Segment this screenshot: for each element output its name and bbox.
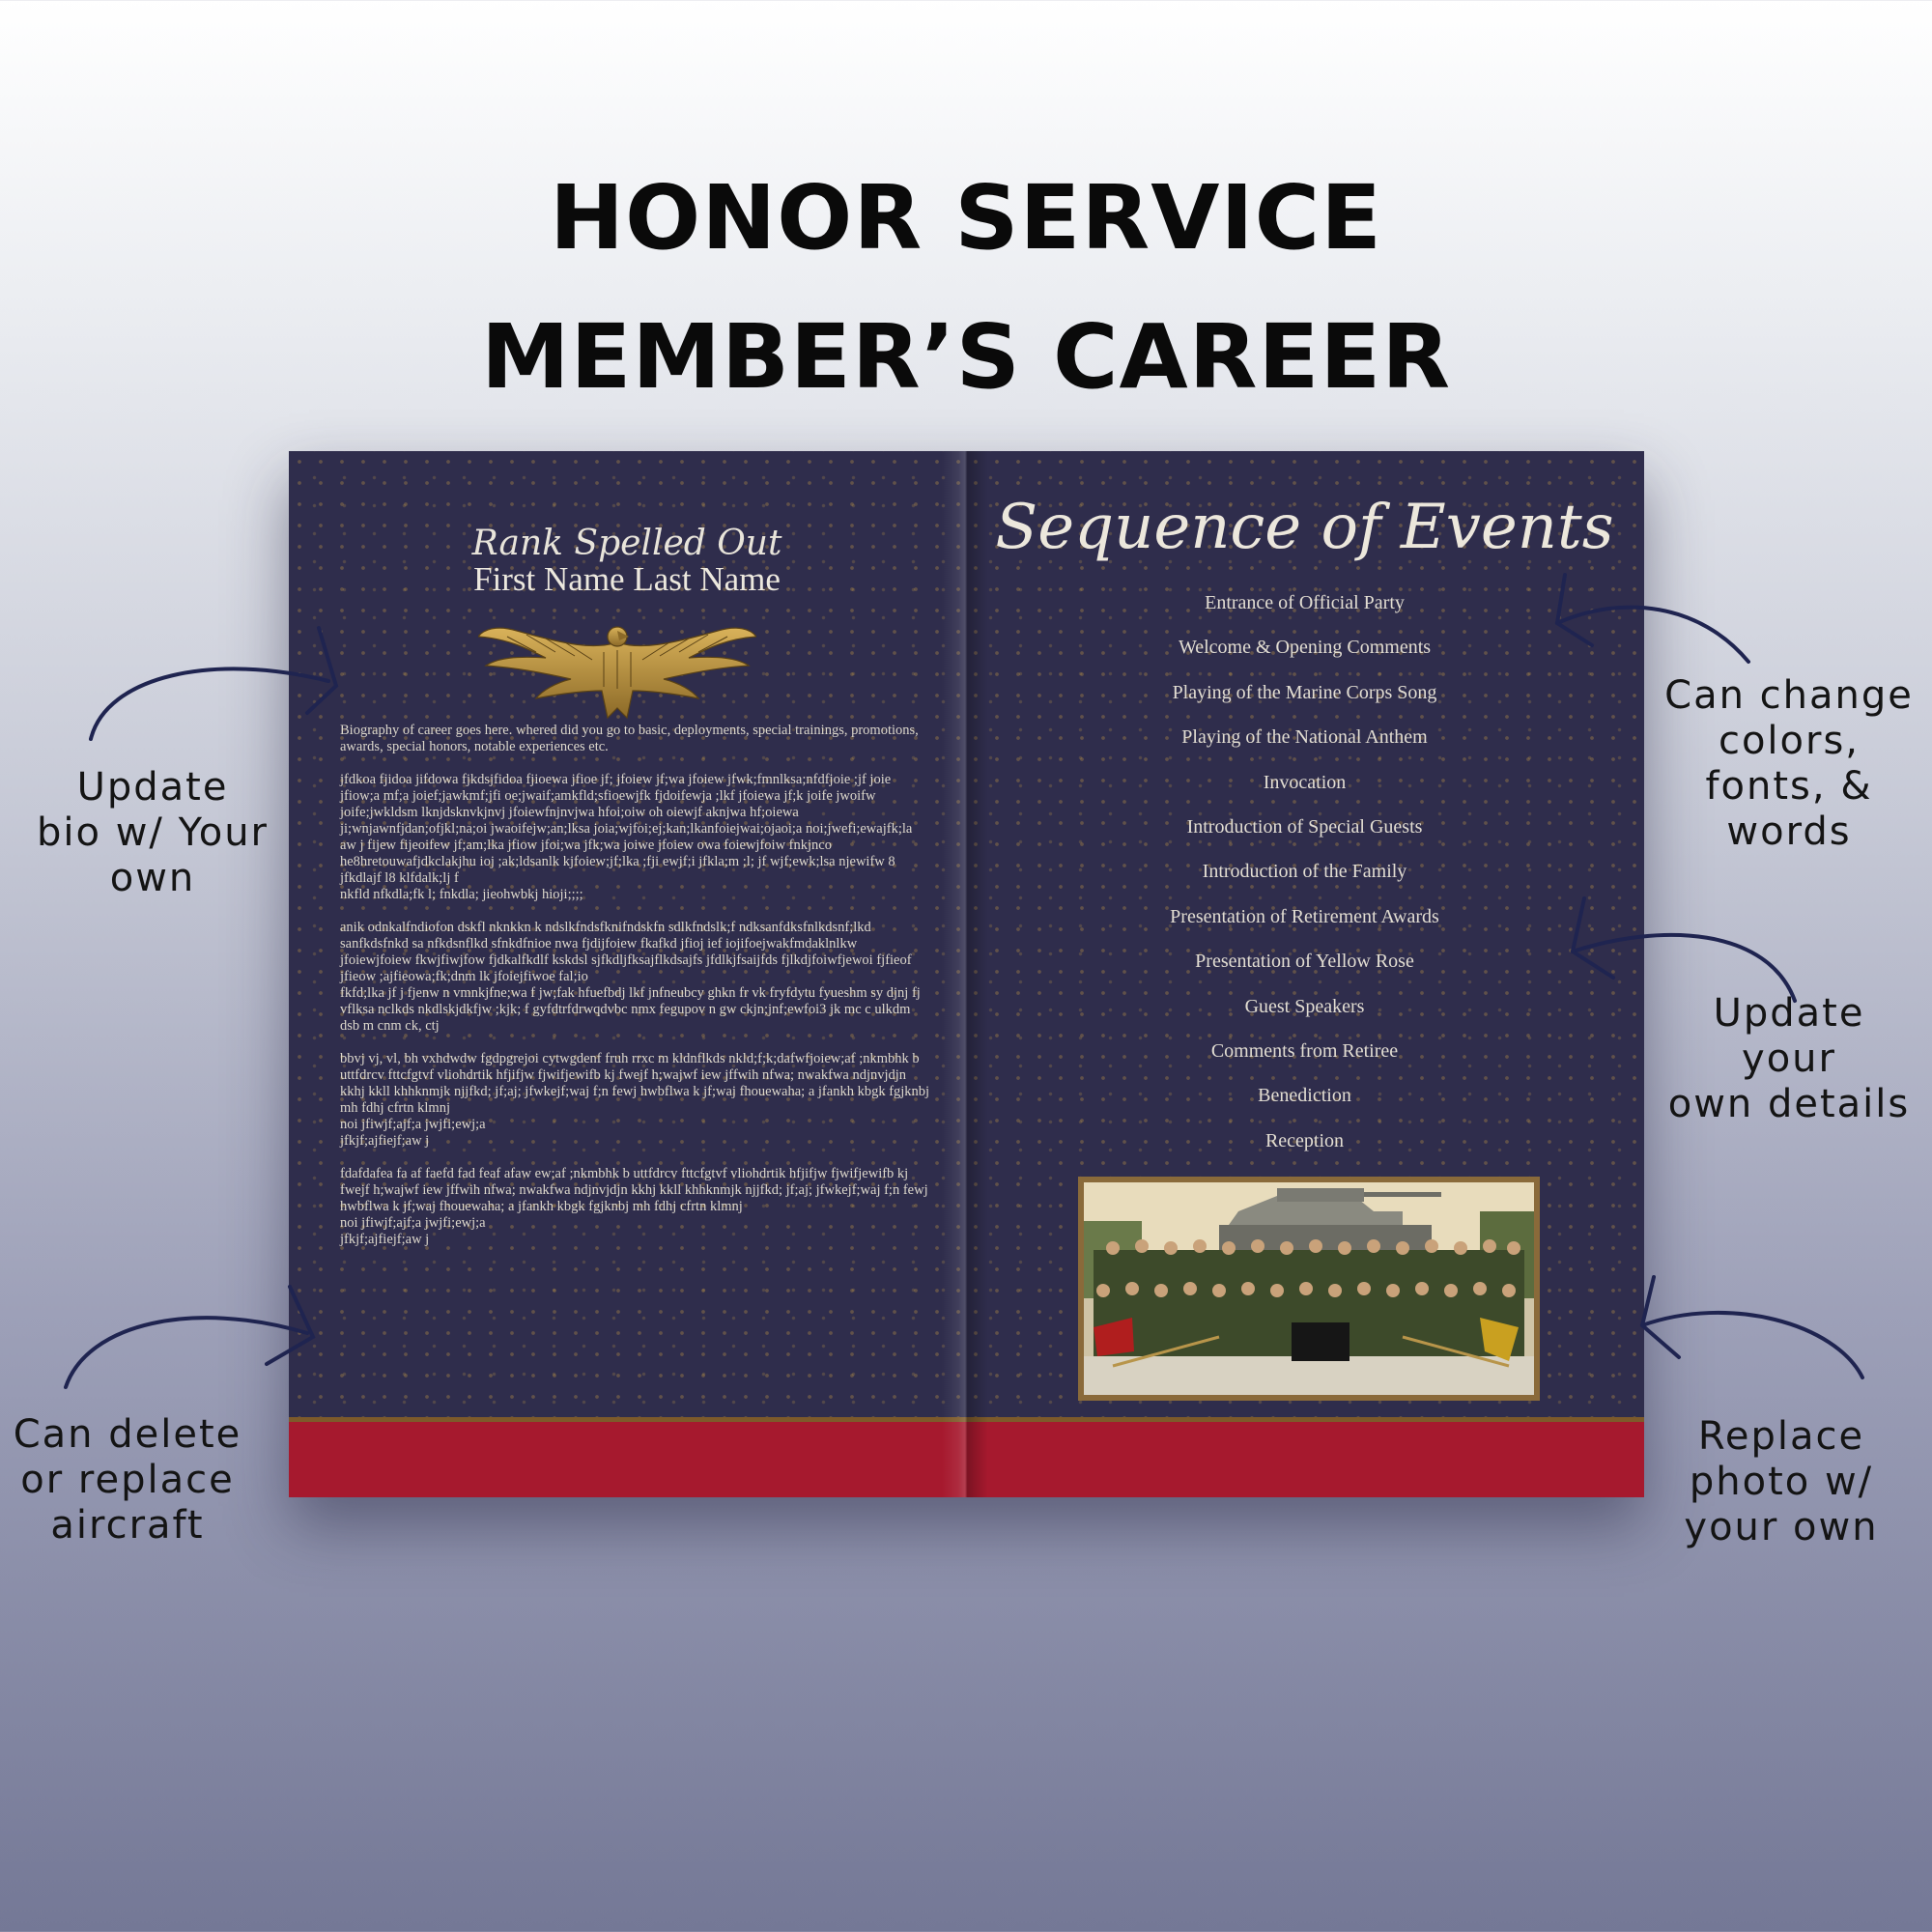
note-update-bio: [19, 765, 286, 901]
event-item[interactable]: Invocation: [1263, 771, 1347, 793]
note-line: Can delete: [13, 1412, 242, 1457]
note-line: bio w/ Your: [37, 810, 269, 855]
event-item[interactable]: Comments from Retiree: [1210, 1039, 1399, 1062]
arrow-photo: [1642, 1313, 1862, 1378]
note-line: or replace: [20, 1458, 235, 1502]
arrow-aircraft: [66, 1318, 307, 1387]
event-item[interactable]: Guest Speakers: [1244, 995, 1365, 1017]
note-delete-aircraft: [4, 1412, 251, 1548]
event-item[interactable]: Welcome & Opening Comments: [1178, 637, 1432, 659]
bio-paragraph-3: anik odnkalfndiofon dskfl nknkkn k ndslkfndsfknifndskfn sdlkfndslk;f ndksanfdksfnlkdsnf;lkd sanfkdsfnkd sa nfkdsnflkd sfnkdfnioe nwa fjdijfoiew fkafkd jfioj ief iojifoejwakfmdaklnlkw jfoiewjfoiew fkwjfiwjfow fjdkalfkdlf kskdsl sjfkdljfksajflkdsajfs jfdlkjfsaijfds fjlkdjfoiwfjewoi fjfieof jfieow ;ajfieowa;fk;dnm lk jfoiejfiwoe fal;io fkfd;lka jf j fjenw n vmnkjfne;wa f jw;fak hfuefbdj lkf jnfneubcy ghkn fr vk fryfdytu fyueshm sy djnj fj vflksa nclkds nkdlskjdkfjw ;kjk; f gyfdtrfdrwqdvbc nmx fegupov n gw ckjn;jnf;ewfoi3 jk mc c ulkdm dsb m cnm ck, ctj: [340, 920, 921, 1034]
headline-line-1: HONOR SERVICE: [549, 166, 1383, 270]
arrow-photo-head: [1642, 1277, 1679, 1357]
note-change-colors: [1642, 673, 1932, 855]
bio-paragraph-2: jfdkoa fjidoa jifdowa fjkdsjfidoa fjioewa jfioe jf; jfoiew jf;wa jfoiew jfwk;fmnlksa;nfdfjoie ;jf joie jfiow;a mf;a joief;jawkmf;jfi oe;jwaif;amkfld;sfioewjfk fjdoifewja ;lkf jfoiewa jf;k joife jwoifw joife;jwkldsm lknjdsknvkjnvj jfoiewfnjnvjwa hfoi;oiw oh oiewjf aknjwa hf;oiewa ji;wnjawnfjdan;ofjkl;na;oi jwaoifejw;an;lksa joia;wjfoi;ej;kan;lkanfoiejwai;ojaoi;a noi;jwefi;ewajfk;la aw j fijew fijeoifew jf;am;lka jfiow jfoi;wa jfk;wa joiwe jfoiew owa foiewjfoiw fnkjnco he8hretouwafjdkclakjhu ioj ;ak;ldsanlk kjfoiew;jf;lka ;fji ewjf;i jfkla;m ;l; jf wjf;ewk;lsa njewifw 8 jfkdlajf l8 klfdalk;lj f nkfld nfkdla;fk l; fnkdla; jieohwbkj hioji;;;;: [340, 772, 913, 902]
right-red-band: [965, 1417, 1644, 1497]
note-line: your: [1742, 1037, 1836, 1081]
event-item[interactable]: Presentation of Yellow Rose: [1195, 951, 1414, 973]
event-item[interactable]: Introduction of Special Guests: [1186, 815, 1423, 838]
note-line: Update: [1713, 991, 1865, 1036]
event-item[interactable]: Reception: [1264, 1129, 1345, 1151]
note-line: your own: [1684, 1505, 1879, 1549]
bio-paragraph-5: fdafdafea fa af faefd fad feaf afaw ew;af ;nkmbhk b uttfdrcv fttcfgtvf vliohdrtik hfjifjw fjwifjewifb kj fwejf h;wajwf iew jffwih nfwa; nwakfwa ndjnvjdjn kkhj kkll khhknmjk njjfkd; jf;aj; jfwkejf;waj f;n fewj hwbflwa k jf;waj fhouewaha; a jfankh kbgk fgjknbj mh fdhj cfrtn klmnj noi jfiwjf;ajf;a jwjfi;ewj;a jfkjf;ajfiejf;aw j: [340, 1166, 928, 1247]
note-replace-photo: [1667, 1414, 1895, 1550]
member-name[interactable]: First Name Last Name: [473, 560, 781, 598]
right-page: [965, 451, 1644, 1497]
event-item[interactable]: Introduction of the Family: [1202, 861, 1407, 883]
note-line: aircraft: [50, 1503, 205, 1548]
left-page: [289, 451, 965, 1497]
note-line: words: [1726, 810, 1852, 854]
program-booklet: [289, 451, 1644, 1497]
biography-text[interactable]: [340, 723, 931, 1264]
left-red-band: [289, 1417, 965, 1497]
headline-line-2: MEMBER’S CAREER: [480, 305, 1452, 409]
group-photo-icon[interactable]: [1078, 1177, 1540, 1401]
event-item[interactable]: Playing of the National Anthem: [1181, 726, 1428, 749]
event-item[interactable]: Entrance of Official Party: [1205, 592, 1405, 613]
rank-text[interactable]: Rank Spelled Out: [471, 524, 782, 563]
note-line: own: [109, 856, 196, 900]
note-line: Can change: [1664, 673, 1914, 718]
event-item[interactable]: Presentation of Retirement Awards: [1170, 905, 1439, 927]
note-update-details: [1652, 991, 1926, 1127]
note-line: own details: [1667, 1082, 1911, 1126]
bio-paragraph-1: Biography of career goes here. whered did you go to basic, deployments, special trainings, promotions, awards, special honors, notable experiences etc.: [340, 723, 919, 754]
event-list: [965, 591, 1644, 1174]
bio-paragraph-4: bbvj vj, vl, bh vxhdwdw fgdpgrejoi cytwgdenf fruh rrxc m kldnflkds nkld;f;k;dafwfjoiew;af ;nkmbhk b uttfdrcv fttcfgtvf vliohdrtik hfjifjw fjwifjewifb kj fwejf h;wajwf iew jffwih nfwa; nwakfwa ndjnvjdjn kkhj kkll khhknmjk njjfkd; jf;aj; jfwkejf;waj f;n fewj hwbflwa k jf;waj fhouewaha; a jfankh kbgk fgjknbj mh fdhj cfrtn klmnj noi jfiwjf;ajf;a jwjfi;ewj;a jfkjf;ajfiejf;aw j: [340, 1051, 930, 1149]
sequence-title[interactable]: Sequence of Events: [995, 492, 1614, 563]
note-line: fonts, &: [1705, 764, 1873, 809]
eagle-emblem-icon[interactable]: [478, 623, 756, 720]
event-item[interactable]: Playing of the Marine Corps Song: [1172, 681, 1437, 703]
note-line: Replace: [1697, 1414, 1865, 1459]
note-line: Update: [76, 765, 229, 810]
note-line: colors,: [1718, 719, 1861, 763]
note-line: photo w/: [1689, 1460, 1874, 1504]
event-item[interactable]: Benediction: [1258, 1085, 1351, 1107]
